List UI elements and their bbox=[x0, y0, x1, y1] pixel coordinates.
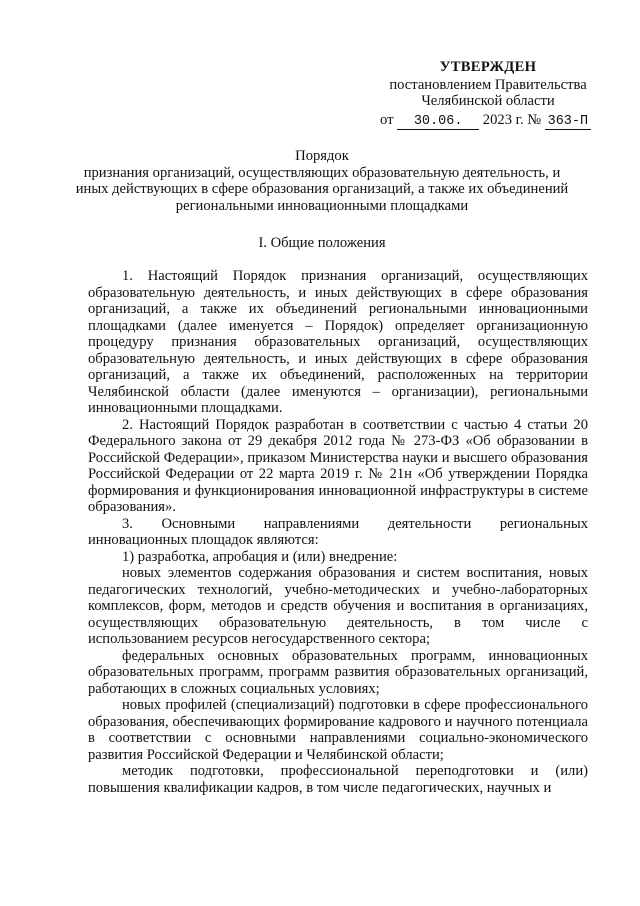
title-line-3: иных действующих в сфере образования организаций, а также их объединений bbox=[75, 181, 569, 197]
paragraph-6: федеральных основных образовательных программ, инновационных образовательных программ, программ развития образовательных организаций, работающих в сложных социальных условиях; bbox=[88, 647, 588, 697]
approval-line-2: Челябинской области bbox=[421, 93, 555, 109]
section-heading: I. Общие положения bbox=[258, 235, 386, 251]
title-line-4: региональными инновационными площадками bbox=[175, 197, 469, 214]
approval-stamp bbox=[372, 59, 604, 110]
title-line-2: признания организаций, осуществляющих образовательную деятельность, и bbox=[83, 164, 561, 181]
paragraph-4: 1) разработка, апробация и (или) внедрение: bbox=[122, 548, 398, 565]
paragraph-8: методик подготовки, профессиональной переподготовки и (или) повышения квалификации кадров, в том числе педагогических, научных и bbox=[88, 763, 588, 796]
paragraph-1: 1. Настоящий Порядок признания организаций, осуществляющих образовательную деятельность, и иных действующих в сфере образования организаций, а также их объединений региональными инновационными площадками (далее именуется – Порядок) определяет организационную процедуру признания образовательных организаций, осуществляющих образовательную деятельность, и иных действующих в сфере образования организаций, а также их объединений, расположенных на территории Челябинской области (далее именуются – организации), региональными инновационными площадками. bbox=[88, 268, 588, 416]
approval-heading: УТВЕРЖДЕН bbox=[439, 59, 537, 75]
approval-line-1: постановлением Правительства bbox=[389, 76, 587, 93]
paragraph-5: новых элементов содержания образования и систем воспитания, новых педагогических технологий, учебно-методических и учебно-лабораторных комплексов, форм, методов и средств обучения и воспитания в организациях, осуществляющих образовательную деятельность, в том числе с использованием ресурсов негосударственного сектора; bbox=[88, 565, 588, 647]
approval-number-value: 363-П bbox=[545, 114, 591, 130]
approval-year-text: 2023 г. № bbox=[482, 112, 542, 128]
approval-date-prefix: от bbox=[380, 112, 394, 128]
title-line-1: Порядок bbox=[295, 148, 349, 164]
document-title bbox=[56, 148, 588, 214]
document-body bbox=[88, 268, 588, 796]
paragraph-7: новых профилей (специализаций) подготовки в сфере профессионального образования, обеспечивающих формирование кадрового и научного потенциала в соответствии с основными направлениями социально-экономического развития Российской Федерации и Челябинской области; bbox=[88, 697, 588, 763]
approval-date-line bbox=[380, 112, 630, 130]
paragraph-3: 3. Основными направлениями деятельности региональных инновационных площадок являются: bbox=[88, 515, 588, 548]
paragraph-2: 2. Настоящий Порядок разработан в соответствии с частью 4 статьи 20 Федерального закона от 29 декабря 2012 года № 273-ФЗ «Об образовании в Российской Федерации», приказом Министерства науки и высшего образования Российской Федерации от 22 марта 2019 г. № 21н «Об утверждении Порядка формирования и функционирования инновационной инфраструктуры в системе образования». bbox=[88, 416, 588, 515]
approval-date-value: 30.06. bbox=[397, 114, 479, 130]
